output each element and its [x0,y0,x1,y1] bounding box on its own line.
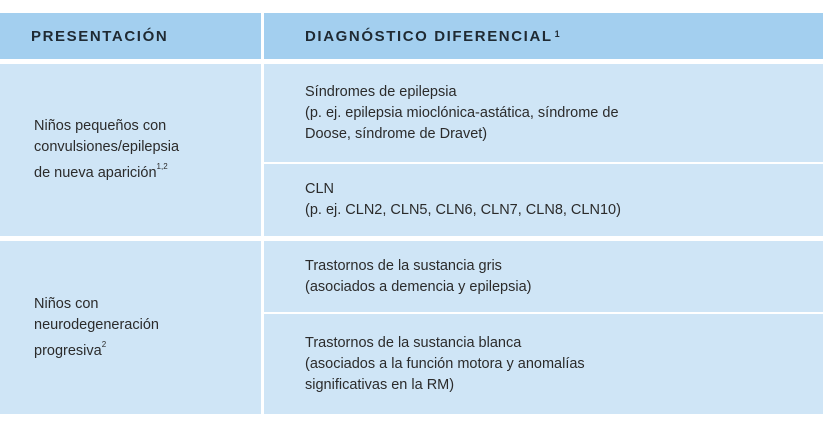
diagnosis-line: CLN [305,181,335,197]
presentation-line: Niños con [34,295,99,312]
header-footnote-ref: 1 [554,29,560,39]
header-differential-diagnosis [264,13,823,59]
diagnosis-cell [264,241,823,312]
diagnosis-line: Síndromes de epilepsia [305,83,457,100]
table-row-group-2 [0,241,823,414]
diagnosis-cell [264,64,823,162]
header-diagnosis-label: DIAGNÓSTICO DIFERENCIAL [305,27,553,45]
header-presentation-label: PRESENTACIÓN [31,27,169,45]
diagnosis-cell [264,314,823,414]
presentation-line: neurodegeneración [34,316,159,333]
footnote-ref: 2 [101,339,107,349]
diagnosis-line: (p. ej. CLN2, CLN5, CLN6, CLN7, CLN8, CLN10) [305,202,621,218]
presentation-line: de nueva aparición$^{1,2}$ [34,162,168,181]
diagnosis-column-1 [264,64,823,236]
presentation-line: Niños pequeños con [34,118,167,135]
diagnosis-column-2 [264,241,823,414]
diagnosis-line: (p. ej. epilepsia mioclónica-astática, síndrome de [305,104,619,121]
header-presentation [0,13,261,59]
diagnosis-line: Trastornos de la sustancia gris [305,257,502,274]
diagnosis-line: (asociados a la función motora y anomalías [305,355,585,372]
presentation-line: convulsiones/epilepsia [34,139,180,156]
table-header [0,13,823,59]
diagnosis-line: significativas en la RM) [305,376,455,393]
presentation-cell-1 [0,64,261,236]
presentation-cell-2 [0,241,261,414]
diagnosis-cell [264,164,823,236]
footnote-ref: 1,2 [156,162,168,172]
diagnosis-line: (asociados a demencia y epilepsia) [305,278,532,295]
differential-diagnosis-table [0,13,823,414]
table-row-group-1 [0,64,823,236]
diagnosis-line: Doose, síndrome de Dravet) [305,125,488,142]
diagnosis-line: Trastornos de la sustancia blanca [305,334,522,351]
presentation-line: progresiva$^2$ [34,339,107,359]
